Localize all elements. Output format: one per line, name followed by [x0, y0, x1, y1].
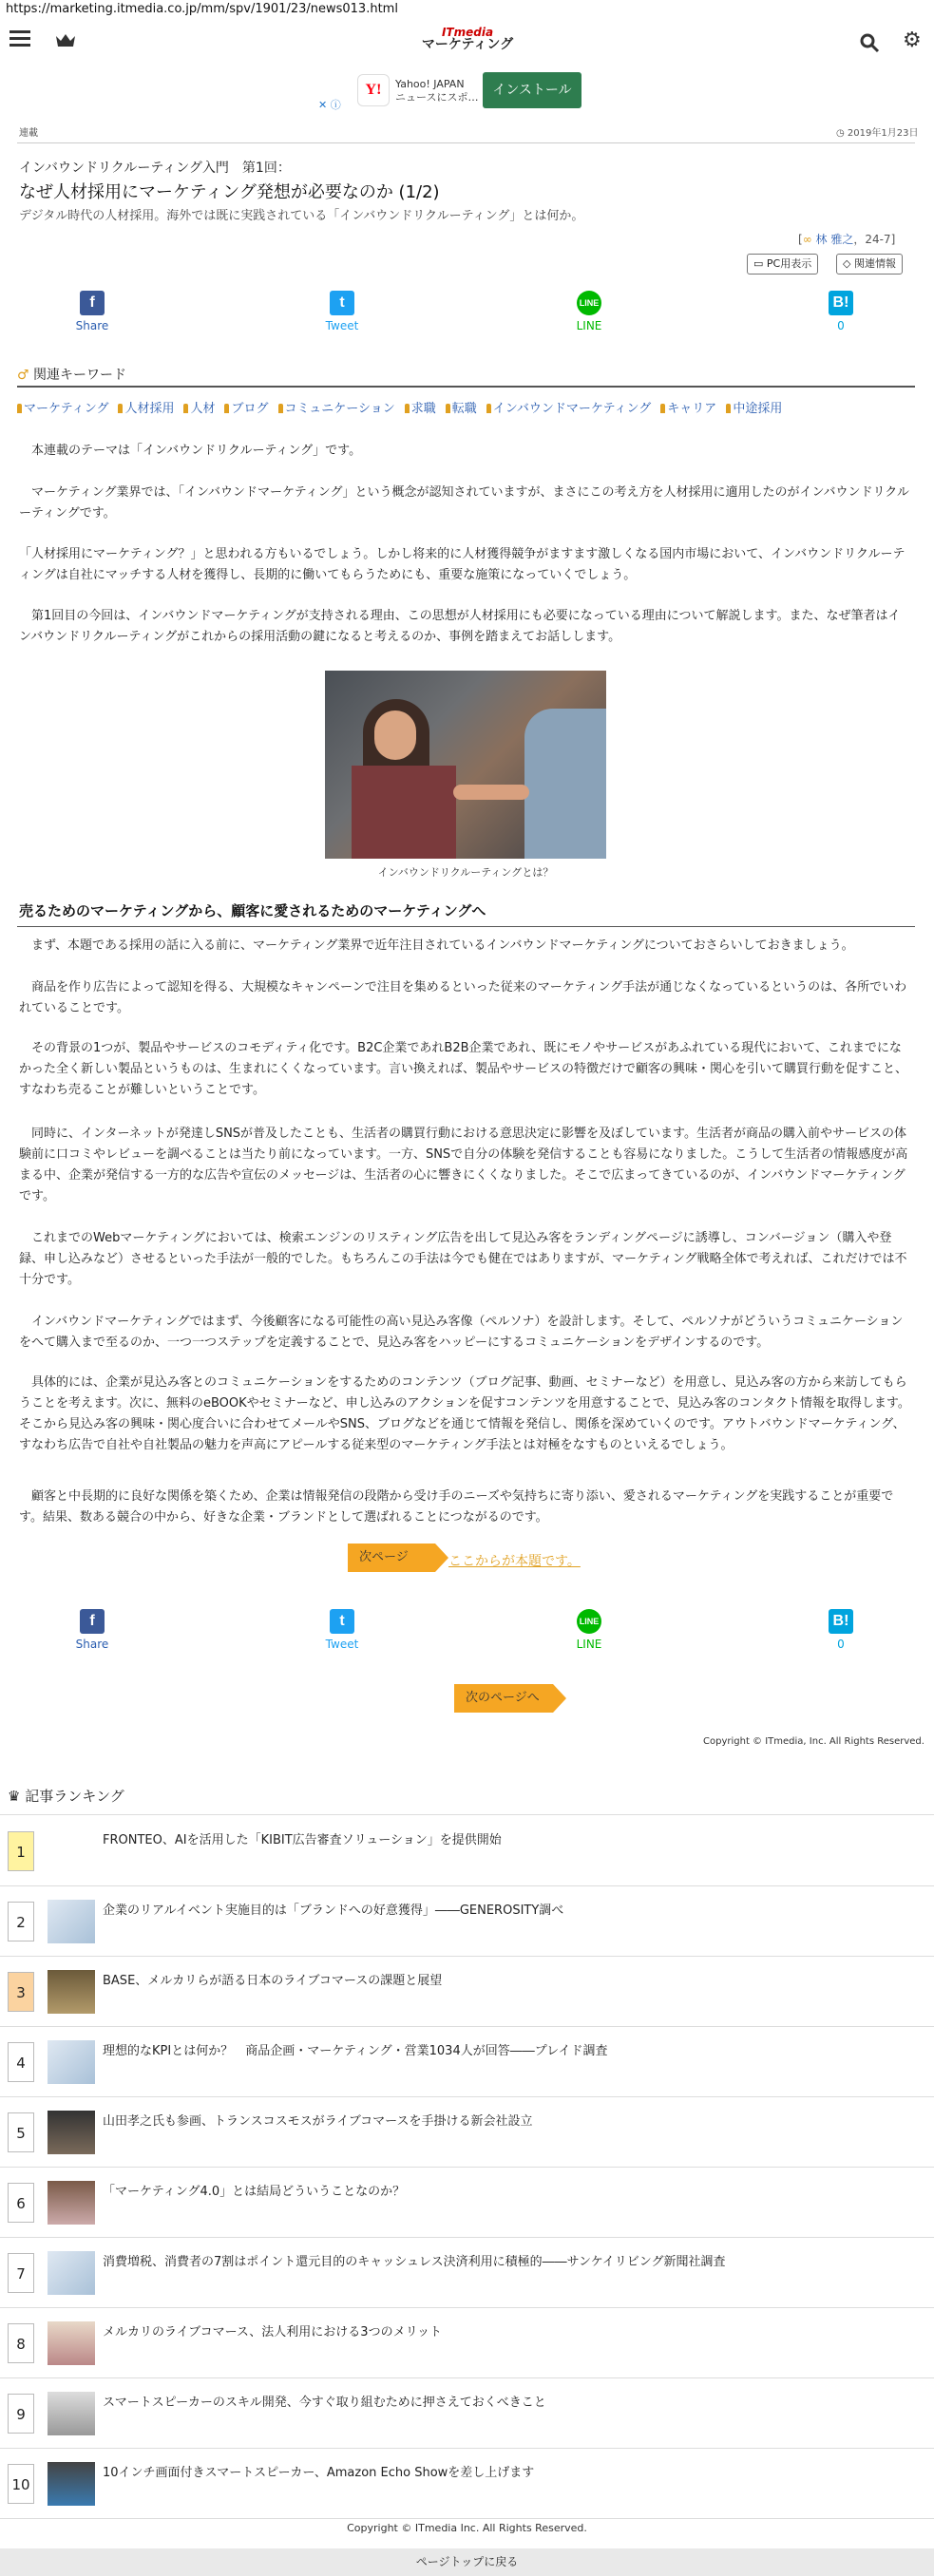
rank-thumbnail [48, 2181, 95, 2225]
rank-title: スマートスピーカーのスキル開発、今すぐ取り組むために押さえておくべきこと [103, 2396, 546, 2410]
rank-number: 10 [8, 2464, 34, 2504]
keyword-tag[interactable]: インバウンドマーケティング [486, 402, 652, 416]
ranking-item[interactable] [0, 2097, 934, 2168]
share-button-2[interactable] [556, 291, 622, 332]
diamond-icon: ◇ [843, 257, 854, 270]
share-button-0[interactable] [59, 1609, 125, 1651]
search-icon[interactable] [859, 32, 880, 53]
crown-icon[interactable] [55, 32, 76, 47]
keywords-divider [17, 386, 915, 388]
paragraph: 商品を作り広告によって認知を得る、大規模なキャンペーンで注目を集めるといった従来のマーケティング手法が通じなくなっているというのは、各所でいわれていることです。 [19, 980, 907, 1015]
author-name[interactable]: 林 雅之 [815, 233, 854, 246]
author-icon: ∞ [802, 233, 816, 246]
rank-title: 10インチ画面付きスマートスピーカー、Amazon Echo Showを差し上げます [103, 2466, 535, 2480]
share-label: LINE [576, 319, 602, 332]
pc-view-label: PC用表示 [766, 257, 812, 270]
rank-thumbnail [48, 1970, 95, 2014]
paragraph: 本連載のテーマは「インバウンドリクルーティング」です。 [19, 444, 362, 458]
share-label: 0 [837, 1638, 845, 1651]
rank-number: 6 [8, 2183, 34, 2223]
rank-number: 5 [8, 2112, 34, 2152]
rank-thumbnail [48, 1900, 95, 1943]
rank-title: 理想的なKPIとは何か？ 商品企画・マーケティング・営業1034人が回答――プレイド調査 [103, 2044, 608, 2058]
rank-title: 消費増税、消費者の7割はポイント還元目的のキャッシュレス決済利用に積極的――サンケイリビング新聞社調査 [103, 2255, 726, 2269]
crown-icon: ♛ [8, 1788, 26, 1805]
keywords-heading [17, 365, 126, 384]
share-button-2[interactable] [556, 1609, 622, 1651]
rank-thumbnail [48, 2392, 95, 2435]
keyword-tag[interactable]: 中途採用 [726, 402, 782, 416]
share-button-0[interactable] [59, 291, 125, 332]
share-icon: f [80, 291, 105, 315]
article-title: なぜ人材採用にマーケティング発想が必要なのか (1/2) [19, 182, 440, 202]
rank-number: 8 [8, 2323, 34, 2363]
rank-number: 9 [8, 2394, 34, 2434]
article-subtitle: デジタル時代の人材採用。海外では既に実践されている「インバウンドリクルーティング」とは何か。 [19, 209, 584, 223]
ranking-item[interactable] [0, 2449, 934, 2519]
rank-title: BASE、メルカリらが語る日本のライブコマースの課題と展望 [103, 1974, 443, 1988]
install-button[interactable]: インストール [483, 72, 581, 108]
photo-caption: インバウンドリクルーティングとは？ [377, 866, 554, 879]
ranking-heading [8, 1786, 124, 1806]
keyword-tag[interactable]: ブログ [224, 402, 268, 416]
ranking-item[interactable] [0, 2168, 934, 2238]
share-button-1[interactable] [309, 291, 375, 332]
ad-close-icon[interactable]: ✕ ⓘ [318, 99, 341, 111]
keyword-tag[interactable]: 人材 [183, 402, 215, 416]
share-icon: t [330, 1609, 354, 1634]
rank-number: 2 [8, 1902, 34, 1941]
author-bracket: [ [798, 233, 803, 246]
related-info-label: 関連情報 [853, 257, 896, 270]
rank-number: 7 [8, 2253, 34, 2293]
site-header [0, 21, 934, 61]
share-label: LINE [576, 1638, 602, 1651]
paragraph: インバウンドマーケティングではまず、今後顧客になる可能性の高い見込み客像（ペルソナ）を設計します。そして、ペルソナがどういうコミュニケーションをへて購入まで至るのか、一つ一つステップを定義することで、見込み客をハッピーにするコミュニケーションをデザインするのです。 [19, 1315, 904, 1350]
keyword-tag[interactable]: マーケティング [17, 402, 108, 416]
next-page-button[interactable]: 次のページへ [454, 1684, 553, 1713]
keyword-tag[interactable]: キャリア [660, 402, 716, 416]
keywords-heading-text: 関連キーワード [33, 368, 127, 383]
rank-number: 3 [8, 1972, 34, 2012]
pc-view-button[interactable] [747, 254, 818, 275]
ranking-item[interactable] [0, 2027, 934, 2097]
share-label: Tweet [325, 1638, 359, 1651]
paragraph: 第1回目の今回は、インバウンドマーケティングが支持される理由、この思想が人材採用にも必要になっている理由について解説します。また、なぜ筆者はインバウンドリクルーティングがこれからの採用活動の鍵になると考えるのか、事例を踏まえてお話しします。 [19, 609, 901, 644]
ranking-item[interactable] [0, 2308, 934, 2378]
share-button-1[interactable] [309, 1609, 375, 1651]
share-icon: B! [829, 1609, 853, 1634]
paragraph: マーケティング業界では、「インバウンドマーケティング」という概念が認知されていますが、まさにこの考え方を人材採用に適用したのがインバウンドリクルーティングです。 [19, 485, 909, 521]
paragraph: 同時に、インターネットが発達しSNSが普及したことも、生活者の購買行動における意思決定に影響を及ぼしています。生活者が商品の購入前やサービスの体験前に口コミやレビューを調べることは当たり前になっています。一方、SNSで自分の体験を発信することも容易になりました。こうして生活者の情報感度が高まる中、企業が発信する一方的な広告や宣伝のメッセージは、生活者の心に響きにくくなりました。そこで広まってきているのが、インバウンドマーケティングです。 [19, 1127, 908, 1203]
share-label: Share [75, 319, 109, 332]
page-url: https://marketing.itmedia.co.jp/mm/spv/1901/23/news013.html [6, 2, 398, 16]
rank-title: メルカリのライブコマース、法人利用における3つのメリット [103, 2325, 443, 2339]
ad-desc: ニュースにスポ… [395, 91, 479, 104]
paragraph: これまでのWebマーケティングにおいては、検索エンジンのリスティング広告を出して見込み客をランディングページに誘導し、コンバージョン（購入や登録、申し込みなど）させるといった手法が一般的でした。もちろんこの手法は今でも健在ではありますが、マーケティング戦略全体で考えれば、これだけでは不十分です。 [19, 1231, 907, 1287]
tag-icon: ♂ [17, 368, 34, 383]
rank-thumbnail [48, 2251, 95, 2295]
share-icon: f [80, 1609, 105, 1634]
rank-title: 企業のリアルイベント実施目的は「ブランドへの好意獲得」――GENEROSITY調べ [103, 1904, 564, 1918]
share-button-3[interactable] [808, 1609, 874, 1651]
share-icon: LINE [577, 291, 601, 315]
rank-thumbnail [48, 2321, 95, 2365]
rank-number: 1 [8, 1831, 34, 1871]
author-suffix: ，24-7] [853, 233, 896, 246]
rank-thumbnail [48, 2111, 95, 2154]
logo-top: ITmedia [441, 26, 494, 39]
paragraph: 具体的には、企業が見込み客とのコミュニケーションをするためのコンテンツ（ブログ記事、動画、セミナーなど）を用意し、見込み客の方から来訪してもらうことを考えます。次に、無料のeBOOKやセミナーなど、申し込みのアクションを促すコンテンツを用意することで、見込み客のコンタクト情報を取得します。そこから見込み客の興味・関心度合いに合わせてメールやSNS、ブログなどを通じて情報を発信し、関係を深めていくのです。アウトバウンドマーケティング、すなわち広告で自社や自社製品の魅力を声高にアピールする従来型のマーケティング手法とは対極をなすものといえるでしょう。 [19, 1375, 910, 1452]
paragraph: 顧客と中長期的に良好な関係を築くため、企業は情報発信の段階から受け手のニーズや気持ちに寄り添い、愛されるマーケティングを実践することが重要です。結果、数ある競合の中から、好きな企業・ブランドとして選ばれることにつながるのです。 [19, 1489, 894, 1525]
site-logo[interactable] [420, 27, 515, 51]
clock-icon: ◷ [836, 128, 848, 139]
rank-title: 山田孝之氏も参画、トランスコスモスがライブコマースを手掛ける新会社設立 [103, 2114, 533, 2129]
ranking-item[interactable] [0, 1816, 934, 1886]
rank-title: 「マーケティング4.0」とは結局どういうことなのか？ [103, 2185, 406, 2199]
keyword-tag[interactable]: 求職 [405, 402, 436, 416]
share-icon: t [330, 291, 354, 315]
related-info-button[interactable] [836, 254, 903, 275]
section-heading: 売るためのマーケティングから、顧客に愛されるためのマーケティングへ [19, 902, 486, 919]
author-line [798, 231, 895, 247]
share-icon: LINE [577, 1609, 601, 1634]
keyword-tag[interactable]: 人材採用 [118, 402, 174, 416]
next-page-link[interactable]: ここからが本題です。 [448, 1554, 581, 1569]
article-category: 連載 [19, 128, 38, 139]
rank-thumbnail [48, 2040, 95, 2084]
ranking-item[interactable] [0, 1957, 934, 2027]
ranking-heading-text: 記事ランキング [25, 1788, 124, 1805]
ranking-divider [0, 1814, 934, 1815]
article-photo [325, 671, 606, 859]
menu-icon[interactable] [10, 30, 30, 49]
date-text: 2019年1月23日 [847, 128, 919, 139]
paragraph: 「人材採用にマーケティング？」と思われる方もいるでしょう。しかし将来的に人材獲得競争がますます激しくなる国内市場において、インバウンドリクルーティングは自社にマッチする人材を獲得し、長期的に働いてもらうためにも、重要な施策になっていくでしょう。 [19, 547, 905, 582]
rank-number: 4 [8, 2042, 34, 2082]
paragraph: まず、本題である採用の話に入る前に、マーケティング業界で近年注目されているインバウンドマーケティングについておさらいしておきましょう。 [19, 938, 854, 953]
keyword-list [17, 398, 791, 416]
settings-gear-icon[interactable]: ⚙ [903, 28, 922, 52]
paragraph: その背景の1つが、製品やサービスのコモディティ化です。B2C企業であれB2B企業であれ、既にモノやサービスがあふれている現代において、これまでになかった全く新しい製品というものは、生まれにくくなっています。言い換えれば、製品やサービスの特徴だけで顧客の興味・関心を引いて購買行動を促すこと、すなわち売ることが難しいということです。 [19, 1041, 907, 1097]
article-copyright: Copyright © ITmedia, Inc. All Rights Reserved. [703, 1736, 924, 1747]
footer-copyright: Copyright © ITmedia Inc. All Rights Reserved. [347, 2522, 587, 2534]
keyword-tag[interactable]: コミュニケーション [278, 402, 395, 416]
app-ad-banner[interactable] [314, 68, 599, 114]
rank-thumbnail [48, 2462, 95, 2506]
share-label: 0 [837, 319, 845, 332]
monitor-icon: ▭ [753, 257, 767, 270]
back-to-top-button[interactable]: ページトップに戻る [0, 2548, 934, 2576]
ad-text [395, 78, 478, 104]
keyword-tag[interactable]: 転職 [446, 402, 477, 416]
ranking-item[interactable] [0, 2238, 934, 2308]
share-label: Share [75, 1638, 109, 1651]
yahoo-app-icon: Y! [357, 74, 390, 106]
ranking-item[interactable] [0, 2378, 934, 2449]
logo-bottom: マーケティング [421, 37, 514, 52]
next-page-badge[interactable]: 次ページ [348, 1544, 435, 1572]
article-date [836, 124, 918, 139]
rank-title: FRONTEO、AIを活用した「KIBIT広告審査ソリューション」を提供開始 [103, 1833, 502, 1847]
share-label: Tweet [325, 319, 359, 332]
share-icon: B! [829, 291, 853, 315]
section-divider [17, 926, 915, 927]
ad-brand: Yahoo! JAPAN [395, 78, 465, 90]
share-button-3[interactable] [808, 291, 874, 332]
rank-thumbnail [48, 1829, 95, 1873]
divider [17, 142, 915, 143]
series-title: インバウンドリクルーティング入門 第1回： [19, 161, 291, 176]
ranking-item[interactable] [0, 1886, 934, 1957]
